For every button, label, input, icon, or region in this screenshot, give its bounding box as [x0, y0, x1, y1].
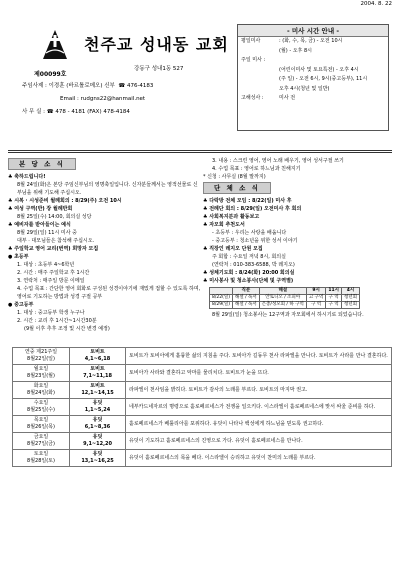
reading-row	[13, 399, 392, 416]
reading-day	[13, 450, 70, 467]
schedule-key	[241, 67, 279, 75]
news-item: 3. 내용 : 스크린 영어, 영어 노래 배우기, 영어 성서구절 쓰기	[212, 158, 344, 164]
schedule-row	[238, 94, 388, 104]
schedule-key	[241, 86, 279, 94]
schedule-row	[238, 56, 388, 66]
reading-ref-line: 유딧	[92, 417, 103, 423]
reading-day-name: 토요일	[33, 451, 49, 457]
parish-number: 제00099호	[34, 71, 67, 78]
table-header: 해설	[259, 288, 306, 295]
daily-readings-table	[12, 347, 392, 467]
schedule-key: 고해성사 :	[241, 95, 264, 101]
schedule-value	[279, 57, 385, 65]
reading-summary: 유딧이 기도하고 홀로페르네스의 진영으로 가다. 유딧이 홀로페르네스를 만나다.	[126, 433, 392, 450]
reading-day-name: 목요일	[33, 417, 49, 423]
reading-ref-line: 유딧	[92, 451, 103, 457]
schedule-value: (어린이미사 및 토요특전) - 오후 4시	[279, 66, 359, 73]
reading-reference	[70, 399, 126, 416]
table-cell: 은총/성모회 / 하 구역	[259, 302, 306, 309]
table-row	[210, 302, 360, 309]
schedule-value: : (화, 수, 목, 금) - 오전 10시	[279, 38, 343, 44]
priest-name: 주임사제 : 이경훈 (바르톨로메오) 신부	[22, 83, 115, 89]
news-item: 8월 24일(화)은 본당 주임신부님의 영명축일입니다. 신자분들께서는 영적선물로 신부님을 위해 기도해 주십시오.	[17, 182, 198, 196]
mass-schedule-box	[237, 24, 389, 131]
table-header: 11시	[326, 288, 342, 295]
reading-date: 8월25일(수)	[27, 407, 55, 413]
church-title: 천주교 성내동 교회	[84, 35, 229, 54]
reading-reference	[70, 416, 126, 433]
news-item: ♣ 직장인 레지오 단원 모집	[203, 246, 263, 252]
table-cell: 해설 / 독서	[232, 295, 259, 302]
reading-date: 8월26일(목)	[27, 424, 55, 430]
news-item: ♣ 전례단 회의 : 8/29(일) 오전미사 후 회의	[203, 206, 302, 212]
service-table	[209, 287, 360, 309]
reading-reference	[70, 433, 126, 450]
schedule-value: (월) - 오후 8시	[279, 47, 312, 54]
schedule-heading: - 미사 시간 안내 -	[238, 25, 388, 37]
schedule-row	[238, 75, 388, 85]
news-item: - 중고등부 : 청소년을 위한 성서 이야기	[212, 238, 298, 244]
schedule-key	[241, 48, 279, 56]
reading-ref-line: 유딧	[92, 434, 103, 440]
reading-day-name: 수요일	[33, 400, 49, 406]
office-phone: 사 무 실 : ☎ 478 - 4181 (FAX) 478-4184	[22, 109, 130, 115]
group-news-column	[203, 157, 393, 319]
schedule-value: 오후 4시(청년 및 일반)	[279, 85, 330, 92]
news-item: ● 중고등부	[8, 302, 34, 308]
schedule-key: 주일 미사 :	[241, 57, 266, 63]
schedule-key: 평일미사	[241, 38, 261, 44]
reading-summary: 토비아가 사라와 결혼하고 악마를 물리치다. 토비트가 눈을 뜨다.	[126, 365, 392, 382]
reading-row	[13, 348, 392, 365]
news-item: ♣ 미사봉사 및 청소봉사(단체 및 구역별)	[203, 278, 294, 284]
priest-phone: ☎ 476-4183	[118, 83, 154, 89]
table-cell: 청년회	[341, 302, 359, 309]
schedule-row	[238, 85, 388, 95]
news-item: - 초등부 : 우리는 사랑을 배웁니다	[212, 230, 287, 236]
news-item: ♣ 성체기도회 : 8/24(화) 20:00 회의실	[203, 270, 295, 276]
reading-row	[13, 365, 392, 382]
schedule-key	[241, 76, 279, 84]
reading-ref-line: 9,1~12,20	[83, 441, 112, 447]
reading-date: 8월23일(월)	[27, 373, 55, 379]
reading-ref-line: 토비트	[90, 366, 105, 372]
reading-reference	[70, 382, 126, 399]
table-cell: 8/22(일)	[210, 295, 233, 302]
schedule-value: 미사 전	[279, 95, 296, 101]
reading-day	[13, 416, 70, 433]
reading-row	[13, 382, 392, 399]
news-item: 8월 25일(수) 14:00, 회의실 성당	[17, 214, 92, 220]
table-cell: 청년회	[341, 295, 359, 302]
news-item: ♣ 자모회 추천도서	[203, 222, 245, 228]
schedule-value: (주 일) - 오전 6시, 9시(중고등부), 11시	[279, 76, 368, 82]
news-item: (연락처 : 010-383-6588, 박 레지오)	[212, 262, 295, 268]
cleaning-note: 8월 29일(일) 청소봉사는 12구역과 자모회에서 하시기로 되었습니다.	[212, 312, 364, 318]
news-item: 8월 29일(일) 11시 미사 중	[17, 230, 77, 236]
table-header: 직분	[232, 288, 259, 295]
reading-ref-line: 12,1~14,15	[81, 390, 114, 396]
reading-date: 8월24일(화)	[27, 390, 55, 396]
reading-summary: 유딧이 홀로페르네스의 목을 베다. 이스라엘이 승리하고 유딧이 찬미의 노래를 부르다.	[126, 450, 392, 467]
table-cell: 해설 / 독서	[232, 302, 259, 309]
reading-ref-line: 토비트	[90, 383, 105, 389]
parish-news-column	[8, 157, 201, 333]
reading-ref-line: 4,1~6,18	[84, 356, 111, 362]
reading-row	[13, 433, 392, 450]
contact-info	[22, 80, 153, 119]
reading-summary: 네부카드네자르의 명령으로 홀로페르네스가 전쟁을 일으키다. 이스라엘이 홀로페르네스에 맞서 싸울 준비를 하다.	[126, 399, 392, 416]
table-cell: 구 역	[326, 302, 342, 309]
reading-day	[13, 348, 70, 365]
reading-reference	[70, 450, 126, 467]
reading-summary: 홀로페르네스가 베툴리아를 포위하다. 유딧이 나타나 백성에게 하느님을 믿도록 권고하다.	[126, 416, 392, 433]
schedule-row	[238, 37, 388, 47]
news-item: 4. 수업 목표 : 간단한 영어 회화로 구성된 성경이야기에 재밌게 접할 수 있도록 하며, 영어로 기도하는 방법과 성경 구절 공부	[17, 286, 201, 300]
divider	[8, 152, 392, 153]
news-item: 4. 수업 목표 : 영어로 하느님과 친해지기	[212, 166, 301, 172]
reading-ref-line: 13,1~16,25	[81, 458, 114, 464]
news-item: ● 초등부	[8, 254, 29, 260]
reading-summary: 라파엘이 천사임을 밝히다. 토비트가 감사의 노래를 부르다. 토비트의 마지막 권고.	[126, 382, 392, 399]
table-header	[210, 288, 233, 295]
news-item: ♣ 사회복지분과 활동보고	[203, 214, 260, 220]
table-header: 4시	[341, 288, 359, 295]
reading-summary: 토비트가 토비아에게 훌륭한 삶의 지침을 주다. 토비아가 길동무 천사 라파엘을 만나다. 토비트가 사라를 만나 결혼하다.	[126, 348, 392, 365]
email-address: Email : rudgns22@hanmail.net	[60, 96, 146, 102]
news-item: 3. 연락처 : 매주일 방문 이메일	[17, 278, 85, 284]
table-cell: 구 역	[326, 295, 342, 302]
reading-day-name: 월요일	[33, 366, 49, 372]
news-item: 주 회합 : 수요일 저녁 8시, 회의실	[212, 254, 286, 260]
news-item: 2. 시간 : 매주 주일학교 후 1시간	[17, 270, 90, 276]
news-item: 1. 대상 : 초등부 4~6학년	[17, 262, 75, 268]
table-row	[210, 295, 360, 302]
reading-date: 8월27일(금)	[27, 441, 55, 447]
news-item: ♣ 주일학교 영어 교리(번역) 희망자 모집	[8, 246, 99, 252]
table-header: 9시	[306, 288, 325, 295]
parish-news-heading: 본 당 소 식	[8, 158, 76, 170]
church-address: 강동구 성내1동 527	[134, 66, 184, 72]
table-cell: 구 역	[306, 302, 325, 309]
news-item: ♣ 축하드립니다!	[8, 174, 46, 180]
reading-reference	[70, 365, 126, 382]
divider	[8, 150, 392, 151]
reading-ref-line: 유딧	[92, 400, 103, 406]
reading-day	[13, 365, 70, 382]
group-news-heading: 단 체 소 식	[203, 182, 271, 194]
reading-day-name: 연중 제21주일	[24, 349, 58, 355]
reading-day-name: 금요일	[33, 434, 49, 440]
news-item: 2. 시간 : 교리 후 1시간~1시간30분	[17, 318, 97, 324]
reading-day	[13, 433, 70, 450]
reading-ref-line: 1,1~5,24	[84, 407, 111, 413]
church-logo-icon	[40, 29, 70, 61]
news-item: ♣ 예비자를 받아들이는 예식	[8, 222, 71, 228]
news-item: ♣ 다락방 전체 모임 : 8/22(일) 미사 후	[203, 198, 292, 204]
schedule-row	[238, 66, 388, 76]
reading-day	[13, 399, 70, 416]
bulletin-date: 2004. 8. 22	[360, 1, 392, 7]
reading-ref-line: 토비트	[90, 349, 105, 355]
news-item: * 신청 : 사무실 (8월 말까지)	[203, 174, 266, 180]
news-item: ♣ 시복 · 시성준비 월례회의 : 8/29(주) 오전 10시	[8, 198, 122, 204]
reading-day	[13, 382, 70, 399]
table-cell: 안토니오 / 소피아	[259, 295, 306, 302]
reading-date: 8월28일(토)	[27, 458, 55, 464]
reading-date: 8월22일(일)	[27, 356, 55, 362]
table-cell: 8/29(일)	[210, 302, 233, 309]
news-item: 1. 대상 : 중고등부 학생 누구나	[17, 310, 85, 316]
bulletin-header	[12, 22, 392, 132]
schedule-row	[238, 47, 388, 57]
news-item: ♣ 여성 구역(반) 장 월례반회	[8, 206, 73, 212]
reading-row	[13, 416, 392, 433]
reading-reference	[70, 348, 126, 365]
news-item: 대부 · 대모님들은 참석해 주십시오.	[17, 238, 95, 244]
reading-ref-line: 6,1~8,36	[84, 424, 111, 430]
reading-day-name: 화요일	[33, 383, 49, 389]
news-item: (9월 이후 추후 조정 및 시간 변경 예정)	[24, 326, 110, 332]
table-cell: 고 구역	[306, 295, 325, 302]
reading-ref-line: 7,1~11,18	[83, 373, 112, 379]
reading-row	[13, 450, 392, 467]
